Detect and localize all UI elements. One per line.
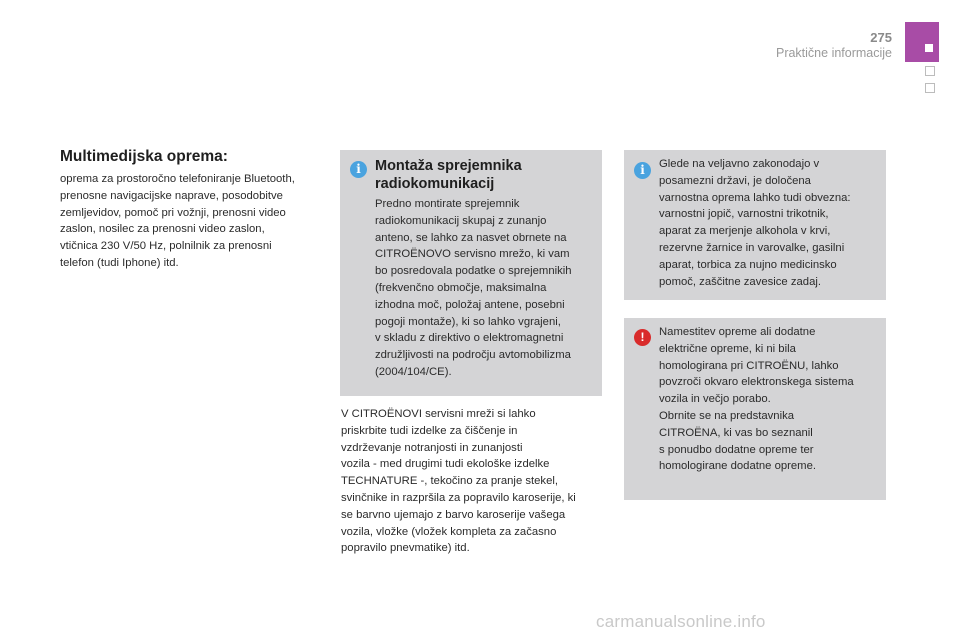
warning-box (624, 318, 886, 500)
tab-outline-square (925, 66, 935, 76)
mounting-box-text: Predno montirate sprejemnik radiokomunikacij skupaj z zunanjo anteno, se lahko za nasvet obrnete na CITROËNOVO servisno mrežo, ki vam bo posredovala podatke o sprejemnikih (frekvenčno območje, maksimalna izhodna moč, položaj antene, posebni pogoji montaže), ki so lahko vgrajeni, v skladu z direktivo o elektromagnetni združljivosti na področju avtomobilizma (2004/104/CE). (375, 198, 572, 378)
page-number: 275 (870, 30, 892, 45)
warning-icon: ! (634, 329, 651, 346)
citroen-network-paragraph: V CITROËNOVI servisni mreži si lahko priskrbite tudi izdelke za čiščenje in vzdrževanje notranjosti in zunanjosti vozila - med drugimi tudi ekološke izdelke TECHNATURE -, tekočino za pranje stekel, svinčnike in razpršila za popravilo karoserije, ki se barvno ujemajo z barvo karoserije vašega vozila, vložke (vložek kompleta za začasno popravilo pnevmatike) itd. (341, 408, 576, 555)
mounting-box-title: Montaža sprejemnika radiokomunikacij (375, 158, 522, 192)
tab-marker-square (925, 44, 933, 52)
legislation-box-text: Glede na veljavno zakonodajo v posamezni državi, je določena varnostna oprema lahko tudi obvezna: varnostni jopič, varnostni trikotnik, aparat za merjenje alkohola v krvi, rezervne žarnice in varovalke, gasilni aparat, torbica za nujno medicinsko pomoč, zaščitne zavesice zadaj. (659, 158, 851, 288)
section-title: Praktične informacije (775, 46, 892, 60)
tab-outline-square (925, 83, 935, 93)
mounting-info-box (340, 150, 602, 396)
multimedia-heading: Multimedijska oprema: (60, 148, 228, 165)
multimedia-paragraph: oprema za prostoročno telefoniranje Bluetooth, prenosne navigacijske naprave, posodobitve zemljevidov, pomoč pri vožnji, prenosni video zaslon, nosilec za prenosni video zaslon, vtičnica 230 V/50 Hz, polnilnik za prenosni telefon (tudi Iphone) itd. (60, 173, 295, 269)
watermark: carmanualsonline.info (596, 612, 766, 631)
legislation-info-box (624, 150, 886, 300)
info-icon: i (634, 162, 651, 179)
info-icon: i (350, 161, 367, 178)
warning-box-text: Namestitev opreme ali dodatne električne opreme, ki ni bila homologirana pri CITROËNU, lahko povzroči okvaro elektronskega sistema vozila in večjo porabo. Obrnite se na predstavnika CITROËNA, ki vas bo seznanil s ponudbo dodatne opreme ter homologirane dodatne opreme. (659, 326, 854, 473)
section-tab (905, 22, 939, 62)
